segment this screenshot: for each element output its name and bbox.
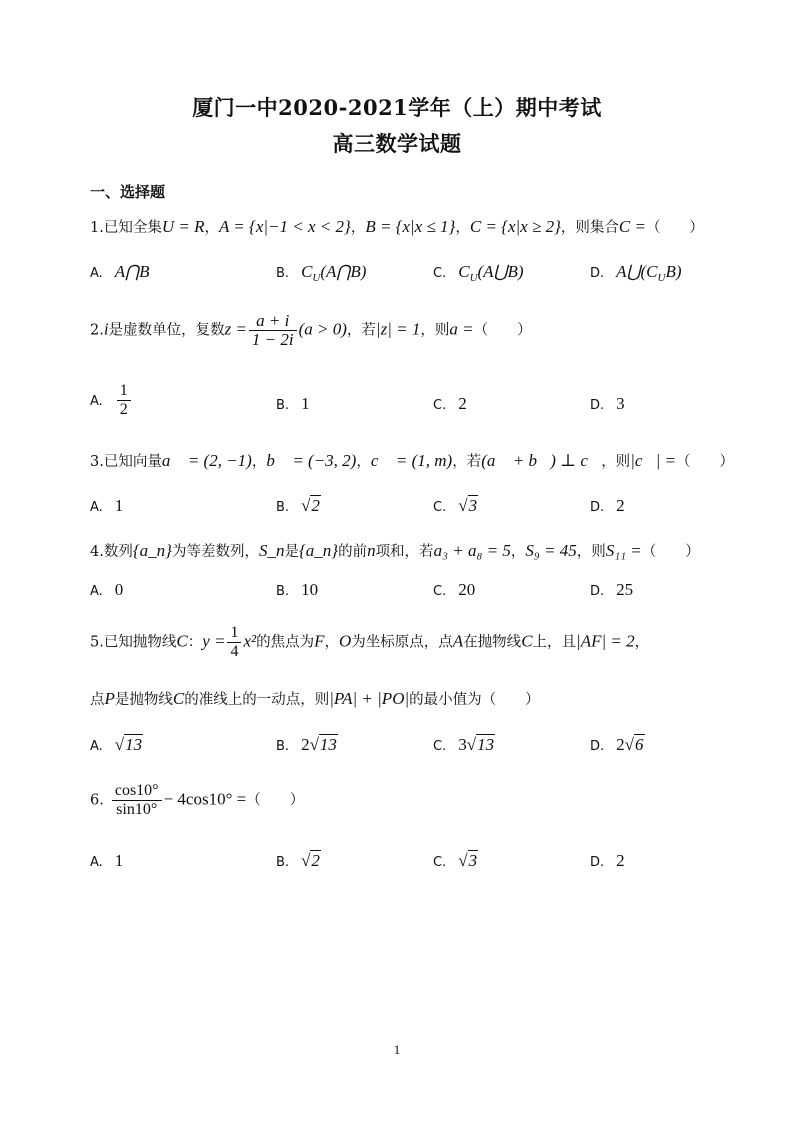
exam-subtitle: 高三数学试题 xyxy=(332,131,462,156)
option-c[interactable]: C. 20 xyxy=(433,580,476,599)
fraction: $\frac{\cos 10^\circ}{\sin 10^\circ}$ xyxy=(112,782,162,819)
option-a[interactable]: A. 0 xyxy=(90,580,124,599)
options-q6 xyxy=(90,851,730,891)
option-a[interactable]: A. $\frac{1}{2}$ xyxy=(90,382,133,419)
question-3: 3.已知向量a⃗ = (2, −1)，b⃗ = (−3, 2)，c⃗ = (1, m)，若(a⃗ + b⃗) ⊥ c⃗，则|c⃗| =（ ） xyxy=(90,451,735,470)
options-q3 xyxy=(90,496,730,536)
sqrt-icon: √ xyxy=(114,735,125,754)
option-c[interactable]: C. √3 xyxy=(433,496,478,515)
options-q1 xyxy=(90,262,730,302)
question-5-line-2: 点P是抛物线C的准线上的一动点，则|PA| + |PO|的最小值为（ ） xyxy=(90,689,540,708)
option-c[interactable]: C. 2 xyxy=(433,394,467,413)
options-q4 xyxy=(90,580,730,620)
option-c[interactable]: C. 3√13 xyxy=(433,735,495,754)
exam-title: 厦门一中2020-2021学年（上）期中考试 xyxy=(192,95,602,120)
option-d[interactable]: D. 25 xyxy=(590,580,634,599)
option-b[interactable]: B. 10 xyxy=(276,580,319,599)
option-a[interactable]: A. √13 xyxy=(90,735,143,754)
option-c[interactable]: C. √3 xyxy=(433,851,478,870)
question-number: 5. xyxy=(90,634,104,651)
option-d[interactable]: D. $A⋃(C_UB)$ xyxy=(590,262,682,284)
question-4: 4.数列{a_n}为等差数列，S_n是{a_n}的前n项和，若a₃ + a₈ = 5，S₉ = 45，则S₁₁ =（ ） xyxy=(90,541,700,560)
option-b[interactable]: B. $C_U(A⋂B)$ xyxy=(276,262,367,284)
sqrt-icon: √ xyxy=(458,496,468,515)
fraction: $\frac{1}{4}$ xyxy=(227,624,241,661)
option-a[interactable]: A. A⋂B xyxy=(90,262,150,281)
option-b[interactable]: B. √2 xyxy=(276,851,320,870)
question-number: 6. xyxy=(90,792,104,809)
question-1: 1.已知全集U = R，A = {x|−1 < x < 2}，B = {x|x ≤ 1}，C = {x|x ≥ 2}，则集合C =（ ） xyxy=(90,217,704,236)
question-number: 2. xyxy=(90,322,104,339)
sqrt-icon: √ xyxy=(624,735,634,754)
question-5: 5.已知抛物线C：y = $\frac{1}{4}$ x²的焦点为F，O为坐标原点，点A在抛物线C上，且|AF| = 2， xyxy=(90,624,650,660)
option-d[interactable]: D. 3 xyxy=(590,394,625,413)
sqrt-icon: √ xyxy=(458,851,468,870)
question-2: 2.i是虚数单位，复数z = $\frac{a + i}{1 - 2i}$ (a > 0)，若|z| = 1，则a =（ ） xyxy=(90,311,532,349)
sqrt-icon: √ xyxy=(301,851,311,870)
question-number: 1. xyxy=(90,220,104,236)
option-d[interactable]: D. 2 xyxy=(590,496,625,515)
option-b[interactable]: B. 1 xyxy=(276,394,310,413)
question-number: 4. xyxy=(90,544,104,560)
option-d[interactable]: D. 2√6 xyxy=(590,735,644,754)
section-heading: 一、选择题 xyxy=(90,183,166,201)
sqrt-icon: √ xyxy=(466,735,477,754)
option-b[interactable]: B. √2 xyxy=(276,496,320,515)
fraction: $\frac{1}{2}$ xyxy=(117,382,131,419)
option-a[interactable]: A. 1 xyxy=(90,496,124,515)
option-d[interactable]: D. 2 xyxy=(590,851,625,870)
option-c[interactable]: C. $C_U(A⋃B)$ xyxy=(433,262,524,284)
question-6: 6. $\frac{\cos 10^\circ}{\sin 10^\circ}$ − 4cos10° =（ ） xyxy=(90,782,305,818)
option-b[interactable]: B. 2√13 xyxy=(276,735,337,754)
page-number: 1 xyxy=(393,1042,401,1057)
option-a[interactable]: A. 1 xyxy=(90,851,124,870)
sqrt-icon: √ xyxy=(309,735,319,754)
options-q5 xyxy=(90,735,730,775)
question-number: 3. xyxy=(90,454,104,470)
fraction: $\frac{a + i}{1 - 2i}$ xyxy=(249,312,297,349)
options-q2 xyxy=(90,382,730,422)
sqrt-icon: √ xyxy=(301,496,311,515)
